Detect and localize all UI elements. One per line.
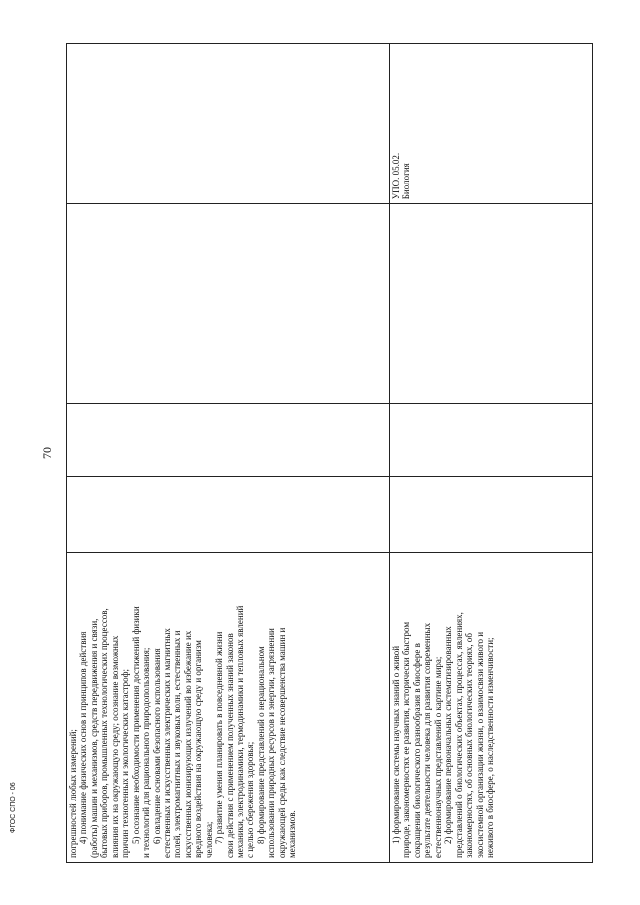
text-line: 1) формирование системы научных знаний о живой — [391, 645, 401, 844]
text-line: результате деятельности человека для развития современных — [422, 622, 433, 858]
text-line: свои действия с применением полученных знаний законов — [224, 633, 235, 858]
results-cell — [390, 552, 593, 862]
standards-table — [66, 43, 593, 863]
text-line: механизмов. — [287, 810, 298, 858]
text-line: естественных и искусственных электрических и магнитных — [161, 628, 172, 858]
text-line: и технологий для рационального природопользования; — [141, 647, 152, 858]
empty-cell — [67, 204, 390, 404]
text-line: погрешностей любых измерений; — [68, 729, 78, 858]
text-line: (работы) машин и механизмов, средств передвижения и связи, — [88, 618, 99, 858]
rotated-page — [40, 43, 590, 863]
text-line: человека; — [203, 821, 214, 858]
discipline-code-cell: УПО. 05.02. Биология — [390, 44, 593, 204]
page-number: 70 — [40, 447, 54, 459]
text-line: полей, электромагнитных и звуковых волн, естественных и — [172, 630, 183, 858]
empty-cell — [67, 404, 390, 476]
text-line: с целью сбережения здоровья; — [245, 741, 256, 858]
text-line: 7) развитие умения планировать в повседневной жизни — [214, 631, 225, 844]
text-line: окружающей среды как следствие несовершенства машин и — [276, 627, 287, 858]
discipline-cell — [67, 44, 390, 204]
text-line: 8) формирование представлений о нерациональном — [255, 646, 266, 844]
empty-cell — [390, 204, 593, 404]
empty-cell — [390, 476, 593, 552]
empty-cell — [390, 404, 593, 476]
table-row — [67, 44, 390, 863]
text-line: закономерностях, об основных биологических теориях, об — [464, 633, 475, 858]
text-line: неживого в биосфере, о наследственности изменчивости; — [484, 637, 495, 858]
empty-cell — [67, 476, 390, 552]
table-row — [390, 44, 593, 863]
text-line: влияния их на окружающую среду; осознание возможных — [109, 635, 120, 858]
results-cell — [67, 552, 390, 862]
text-line: представлений о биологических объектах, процессах, явлениях, — [453, 612, 464, 858]
footer-code: ФГОС СПО - 06 — [10, 782, 17, 833]
text-line: вредного воздействия на окружающую среду и организм — [193, 640, 204, 858]
text-line: экосистемной организации жизни, о взаимосвязи живого и — [474, 631, 485, 858]
text-line: бытовых приборов, промышленных технологических процессов, — [99, 608, 110, 858]
text-line: причин техногенных и экологических катастроф; — [120, 669, 131, 858]
text-line: сокращении биологического разнообразия в биосфере в — [411, 643, 422, 858]
text-line: 6) овладение основами безопасного использования — [151, 648, 162, 844]
text-line: использовании природных ресурсов и энергии, загрязнении — [266, 628, 277, 858]
text-line: природе, закономерностях ее развития, исторически быстром — [401, 621, 412, 858]
text-line: естественнонаучных представлений о картине мира; — [432, 656, 443, 858]
text-line: 2) формирование первоначальных систематизированных — [443, 626, 454, 844]
text-line: 5) осознание необходимости применения достижений физики — [130, 606, 141, 844]
text-line: 4) понимание физических основ и принципов действия — [78, 631, 89, 844]
text-line: механики, электродинамики, термодинамики и тепловых явлений — [235, 605, 245, 858]
text-line: искусственных ионизирующих излучений во избежание их — [182, 630, 193, 858]
